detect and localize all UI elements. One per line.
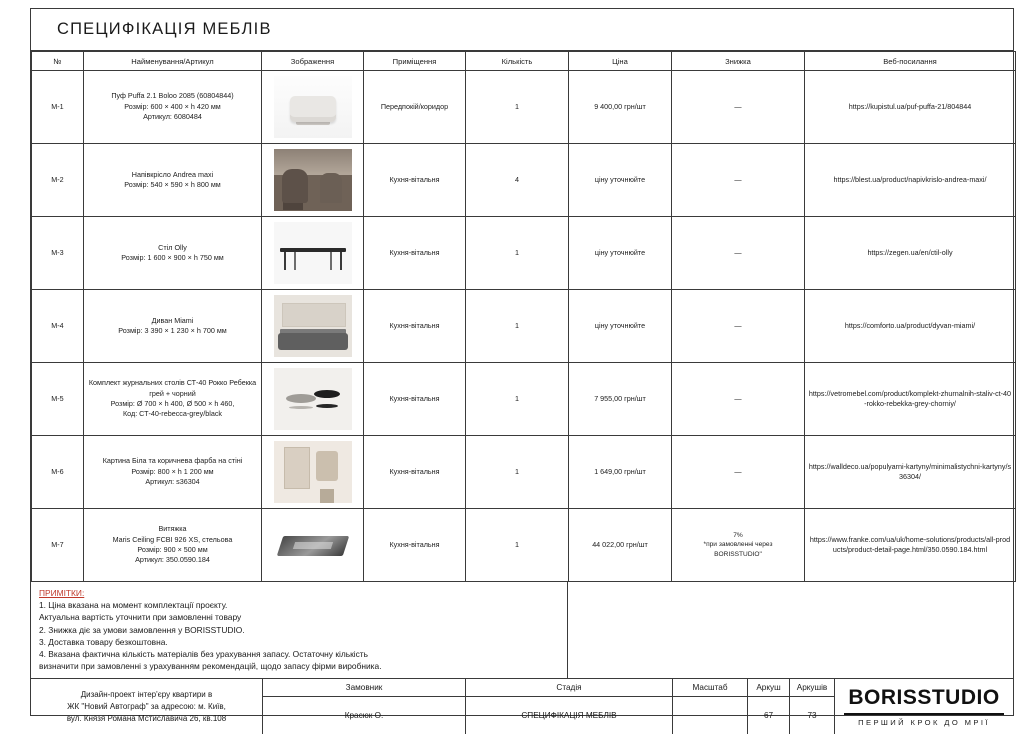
- header-qty: Кількість: [466, 52, 569, 71]
- notes-section: [31, 582, 1013, 679]
- sheets-total-field: [790, 679, 835, 734]
- table-row: [32, 290, 1016, 363]
- row-price: 44 022,00 грн/шт: [569, 509, 672, 582]
- drawing-sheet: [30, 8, 1014, 728]
- row-num: М-5: [32, 363, 84, 436]
- row-room: Передпокій/коридор: [364, 71, 466, 144]
- row-qty: 1: [466, 217, 569, 290]
- table-thumbnail: [274, 222, 352, 284]
- row-name: Пуф Puffa 2.1 Boloo 2085 (60804844) Розмір: 600 × 400 × h 420 мм Артикул: 6080484: [84, 71, 262, 144]
- note-line: 2. Знижка діє за умови замовлення у BORISSTUDIO.: [39, 624, 245, 635]
- row-name: Витяжка Maris Ceiling FCBI 926 XS, стельова Розмір: 900 × 500 мм Артикул: 350.0590.184: [84, 509, 262, 582]
- coffee-tables-thumbnail: [274, 368, 352, 430]
- header-num: №: [32, 52, 84, 71]
- sheets-total-label: Аркушів: [790, 679, 834, 697]
- row-image: [262, 436, 364, 509]
- stage-label: Стадія: [466, 679, 672, 697]
- row-link[interactable]: https://zegen.ua/en/ctil-olly: [805, 217, 1016, 290]
- table-row: [32, 509, 1016, 582]
- row-name: Диван Miami Розмір: 3 390 × 1 230 × h 700 мм: [84, 290, 262, 363]
- row-link[interactable]: https://kupistul.ua/puf-puffa-21/804844: [805, 71, 1016, 144]
- header-image: Зображення: [262, 52, 364, 71]
- logo-divider: [844, 713, 1004, 715]
- header-name: Найменування/Артикул: [84, 52, 262, 71]
- row-name: Комплект журнальних столів СТ-40 Рокко Ребекка грей + чорний Розмір: Ø 700 × h 400, Ø 500 × h 460, Код: СТ-40-rebecca-grey/black: [84, 363, 262, 436]
- table-row: [32, 217, 1016, 290]
- brand-tagline: ПЕРШИЙ КРОК ДО МРІЇ: [858, 718, 990, 728]
- row-name: Стіл Olly Розмір: 1 600 × 900 × h 750 мм: [84, 217, 262, 290]
- table-row: [32, 363, 1016, 436]
- project-description: Дизайн-проект інтер'єру квартири в ЖК "Новий Автограф" за адресою: м. Київ, вул. Князя Романа Мстиславича 26, кв.108: [31, 679, 263, 734]
- sheet-field: [748, 679, 790, 734]
- header-room: Приміщення: [364, 52, 466, 71]
- hood-thumbnail: [274, 514, 352, 576]
- row-discount: —: [672, 363, 805, 436]
- row-num: М-2: [32, 144, 84, 217]
- row-image: [262, 217, 364, 290]
- title-block: [31, 679, 1013, 734]
- row-qty: 1: [466, 436, 569, 509]
- row-qty: 1: [466, 71, 569, 144]
- row-discount: —: [672, 217, 805, 290]
- stage-field: [466, 679, 673, 734]
- note-line: 3. Доставка товару безкоштовна.: [39, 636, 168, 647]
- note-line: визначити при замовленні з урахуванням рекомендацій, щодо запасу фірми виробника.: [39, 661, 382, 672]
- row-discount: 7% *при замовленні через BORISSTUDIO": [672, 509, 805, 582]
- row-image: [262, 290, 364, 363]
- row-qty: 1: [466, 509, 569, 582]
- row-link[interactable]: https://www.franke.com/ua/uk/home-solutions/products/all-products/product-detail-page.html/350.0590.184.html: [805, 509, 1016, 582]
- row-discount: —: [672, 71, 805, 144]
- specification-table: [31, 51, 1016, 582]
- row-price: 1 649,00 грн/шт: [569, 436, 672, 509]
- row-image: [262, 71, 364, 144]
- row-qty: 1: [466, 363, 569, 436]
- studio-logo: [835, 679, 1013, 734]
- row-discount: —: [672, 436, 805, 509]
- row-room: Кухня-вітальня: [364, 509, 466, 582]
- sheets-total-value: 73: [807, 711, 817, 721]
- notes-header: ПРИМІТКИ:: [39, 588, 85, 598]
- row-num: М-7: [32, 509, 84, 582]
- row-qty: 1: [466, 290, 569, 363]
- row-image: [262, 363, 364, 436]
- pouf-thumbnail: [274, 76, 352, 138]
- row-discount: —: [672, 290, 805, 363]
- row-qty: 4: [466, 144, 569, 217]
- scale-field: [673, 679, 748, 734]
- row-num: М-3: [32, 217, 84, 290]
- painting-thumbnail: [274, 441, 352, 503]
- header-link: Веб-посилання: [805, 52, 1016, 71]
- customer-value: Красюк О.: [344, 711, 384, 721]
- row-num: М-6: [32, 436, 84, 509]
- table-row: [32, 436, 1016, 509]
- stage-value: СПЕЦИФІКАЦІЯ МЕБЛІВ: [521, 711, 617, 721]
- notes-empty-area: [568, 582, 1013, 678]
- note-line: 1. Ціна вказана на момент комплектації проєкту.: [39, 600, 228, 611]
- scale-label: Масштаб: [673, 679, 747, 697]
- table-row: [32, 71, 1016, 144]
- customer-label: Замовник: [263, 679, 465, 697]
- row-price: ціну уточнюйте: [569, 217, 672, 290]
- sheet-label: Аркуш: [748, 679, 789, 697]
- table-row: [32, 144, 1016, 217]
- row-price: ціну уточнюйте: [569, 144, 672, 217]
- row-num: М-4: [32, 290, 84, 363]
- sofa-thumbnail: [274, 295, 352, 357]
- page-title: СПЕЦИФІКАЦІЯ МЕБЛІВ: [57, 20, 272, 38]
- row-room: Кухня-вітальня: [364, 290, 466, 363]
- row-link[interactable]: https://vetromebel.com/product/komplekt-zhurnalnih-staliv-ct-40-rokko-rebekka-grey-chorniy/: [805, 363, 1016, 436]
- row-link[interactable]: https://comforto.ua/product/dyvan-miami/: [805, 290, 1016, 363]
- brand-name: BORISSTUDIO: [848, 686, 1000, 710]
- table-header-row: [32, 52, 1016, 71]
- row-price: 7 955,00 грн/шт: [569, 363, 672, 436]
- sheet-title-bar: [31, 9, 1013, 51]
- row-discount: —: [672, 144, 805, 217]
- notes-block: [31, 582, 568, 678]
- sheet-value: 67: [763, 711, 774, 721]
- customer-field: [263, 679, 466, 734]
- row-link[interactable]: https://walldeco.ua/populyarni-kartyny/minimalistychni-kartyny/s36304/: [805, 436, 1016, 509]
- scale-value: [673, 697, 747, 734]
- row-room: Кухня-вітальня: [364, 217, 466, 290]
- row-price: ціну уточнюйте: [569, 290, 672, 363]
- row-image: [262, 509, 364, 582]
- row-room: Кухня-вітальня: [364, 363, 466, 436]
- row-link[interactable]: https://blest.ua/product/napivkrislo-andrea-maxi/: [805, 144, 1016, 217]
- header-discount: Знижка: [672, 52, 805, 71]
- row-room: Кухня-вітальня: [364, 144, 466, 217]
- armchair-thumbnail: [274, 149, 352, 211]
- note-line: 4. Вказана фактична кількість матеріалів без урахування запасу. Остаточну кількість: [39, 648, 369, 659]
- header-price: Ціна: [569, 52, 672, 71]
- row-room: Кухня-вітальня: [364, 436, 466, 509]
- row-price: 9 400,00 грн/шт: [569, 71, 672, 144]
- row-num: М-1: [32, 71, 84, 144]
- row-image: [262, 144, 364, 217]
- note-line: Актуальна вартість уточнити при замовленні товару: [39, 612, 242, 623]
- row-name: Напівкрісло Andrea maxi Розмір: 540 × 590 × h 800 мм: [84, 144, 262, 217]
- row-name: Картина Біла та коричнева фарба на стіні Розмір: 800 × h 1 200 мм Артикул: s36304: [84, 436, 262, 509]
